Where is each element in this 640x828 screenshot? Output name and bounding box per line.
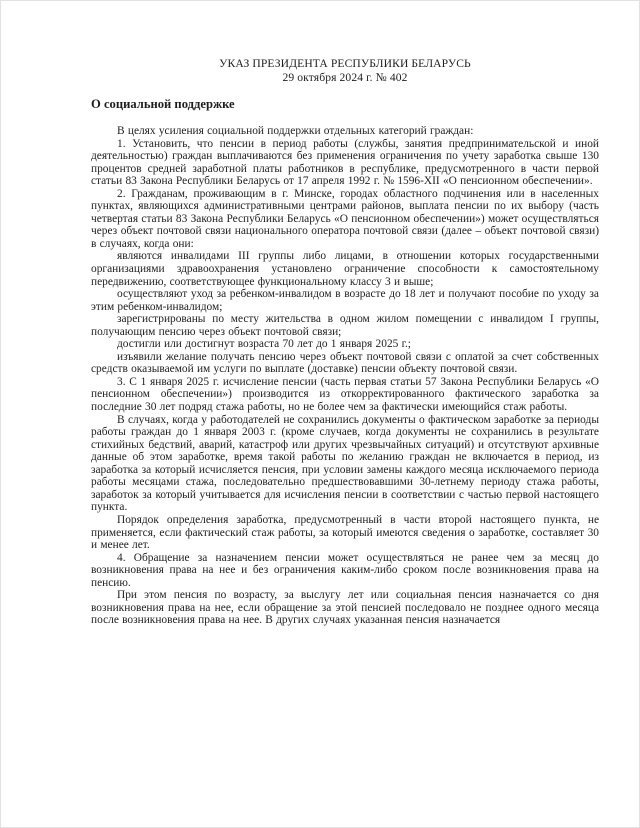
paragraph-point-2-case-1: являются инвалидами III группы либо лицами, в отношении которых государственными организациями здравоохранения установлено ограничение способности к самостоятельному передвижению, соответствующее функциональному классу 3 и выше; — [91, 250, 599, 288]
document-date-number: 29 октября 2024 г. № 402 — [282, 70, 408, 84]
document-header — [91, 57, 599, 84]
paragraph-point-3-part-2: В случаях, когда у работодателей не сохранились документы о фактическом заработке за периоды работы граждан до 1 января 2003 г. (кроме случаев, когда документы не сохранились в результате стихийных бедствий, аварий, катастроф или других чрезвычайных ситуаций) и отсутствуют архивные данные об этом заработке, время такой работы по желанию граждан не включается в период, из заработка за который исчисляется пенсия, при условии замены каждого месяца исключаемого периода работы месяцами стажа, последовательно предшествовавшими 30-летнему периоду стажа работы, заработок за который учитывается для исчисления пенсии в соответствии с частью первой настоящего пункта. — [91, 413, 599, 514]
paragraph-point-2-case-5: изъявили желание получать пенсию через объект почтовой связи с оплатой за счет собственных средств оказываемой им услуги по выплате (доставке) пенсии объекту почтовой связи. — [91, 350, 599, 376]
paragraph-point-2-case-4: достигли или достигнут возраста 70 лет до 1 января 2025 г.; — [117, 338, 411, 351]
document-title: УКАЗ ПРЕЗИДЕНТА РЕСПУБЛИКИ БЕЛАРУСЬ — [219, 57, 471, 70]
paragraph-point-4: 4. Обращение за назначением пенсии может осуществляться не ранее чем за месяц до возникновения права на нее и без ограничения каким-либо сроком после возникновения права на пенсию. — [91, 551, 599, 589]
paragraph-point-3-part-3: Порядок определения заработка, предусмотренный в части второй настоящего пункта, не применяется, если фактический стаж работы, за который имеются сведения о заработке, составляет 30 и менее лет. — [91, 513, 599, 552]
paragraph-point-2-case-2: осуществляют уход за ребенком-инвалидом в возрасте до 18 лет и получают пособие по уходу за этим ребенком-инвалидом; — [91, 288, 599, 313]
document-heading: О социальной поддержке — [91, 97, 235, 111]
paragraph-point-2-case-3: зарегистрированы по месту жительства в одном жилом помещении с инвалидом I группы, получающим пенсию через объект почтовой связи; — [91, 313, 599, 338]
paragraph-point-4-part-2: При этом пенсия по возрасту, за выслугу лет или социальная пенсия назначается со дня возникновения права на нее, если обращение за этой пенсией последовало не позднее одного месяца после возникновения права на нее. В других случаях указанная пенсия назначается — [91, 589, 599, 627]
paragraph-intro: В целях усиления социальной поддержки отдельных категорий граждан: — [117, 125, 474, 137]
paragraph-point-2: 2. Гражданам, проживающим в г. Минске, городах областного подчинения или в населенных пунктах, являющихся административными центрами районов, выплата пенсии по их выбору (часть четвертая статьи 83 Закона Республики Беларусь «О пенсионном обеспечении») может осуществляться через объект почтовой связи национального оператора почтовой связи (далее – объект почтовой связи) в случаях, когда они: — [91, 187, 599, 250]
paragraph-point-1: 1. Установить, что пенсии в период работы (службы, занятия предпринимательской и иной деятельностью) граждан выплачиваются без применения ограничения по учету заработка свыше 130 процентов средней заработной платы работников в республике, предусмотренного в части первой статьи 83 Закона Республики Беларусь от 17 апреля 1992 г. № 1596-XII «О пенсионном обеспечении». — [91, 137, 599, 188]
document-body — [91, 125, 599, 627]
paragraph-point-3: 3. С 1 января 2025 г. исчисление пенсии (часть первая статьи 57 Закона Республики Беларусь «О пенсионном обеспечении») производится из откорректированного фактического заработка за последние 30 лет подряд стажа работы, но не более чем за фактически имеющийся стаж работы. — [91, 375, 599, 414]
